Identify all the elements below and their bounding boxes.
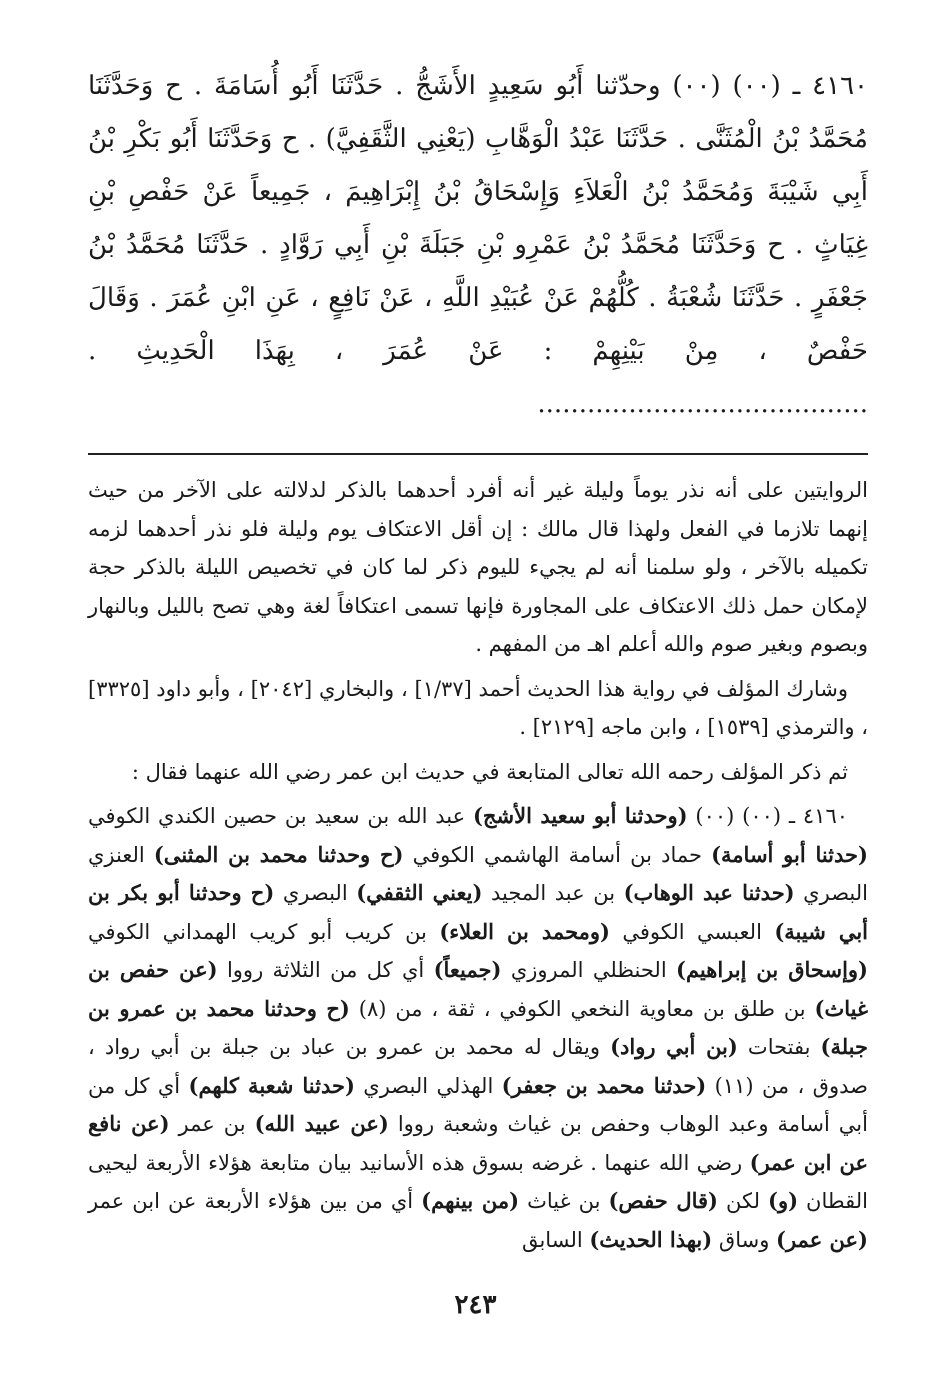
narrator-note: أي كل من أبي أسامة وعبد الوهاب وحفص بن غياث وشعبة رووا: [88, 1073, 868, 1136]
narrator-bold: (وإسحاق بن إبراهيم): [676, 957, 868, 982]
narrator-note: وساق: [718, 1227, 770, 1252]
narrator-bold: (و): [768, 1188, 799, 1213]
narrator-bold: (وحدثنا أبو سعيد الأشج): [473, 803, 688, 828]
narrator-bold: (حدثنا عبد الوهاب): [623, 880, 795, 905]
commentary-paragraph-2: وشارك المؤلف في رواية هذا الحديث أحمد [١/٣٧] ، والبخاري [٢٠٤٢] ، وأبو داود [٣٣٢٥] ، والترمذي [١٥٣٩] ، وابن ماجه [٢١٢٩] .: [88, 676, 868, 739]
narrator-note: بن عبد المجيد: [490, 881, 616, 905]
narrator-note: العبسي الكوفي: [622, 919, 762, 944]
narrator-bold: (عن عبيد الله): [254, 1111, 389, 1136]
narrator-bold: (حدثنا شعبة كلهم): [188, 1072, 355, 1098]
page-body: [88, 60, 868, 1265]
hadith-text: ٤١٦٠ ـ (٠٠) (٠٠) وحدّثنا أَبُو سَعِيدٍ الأَشَجُّ . حَدَّثَنَا أَبُو أُسَامَةَ . ح وَحَدَّثَنَا مُحَمَّدُ بْنُ الْمُثَنَّى . حَدَّثَنَا عَبْدُ الْوَهَّابِ (يَعْنِي الثَّقَفِيَّ) . ح وَحَدَّثَنَا أَبُو بَكْرِ بْنُ أَبِي شَيْبَةَ وَمُحَمَّدُ بْنُ الْعَلاَءِ وَإِسْحَاقُ بْنُ إِبْرَاهِيمَ ، جَمِيعاً عَنْ حَفْصِ بْنِ غِيَاثٍ . ح وَحَدَّثَنَا مُحَمَّدُ بْنُ عَمْرِو بْنِ جَبَلَةَ بْنِ أَبِي رَوَّادٍ . حَدَّثَنَا مُحَمَّدُ بْنُ جَعْفَرٍ . حَدَّثَنَا شُعْبَةُ . كُلُّهُمْ عَنْ عُبَيْدِ اللَّهِ ، عَنْ نَافِعٍ ، عَنِ ابْنِ عُمَرَ . وَقَالَ حَفْصٌ ، مِنْ بَيْنِهِمْ : عَنْ عُمَرَ ، بِهَذَا الْحَدِيثِ .: [88, 71, 869, 366]
narrator-note: رضي الله عنهما . غرضه بسوق هذه الأسانيد بيان متابعة هؤلاء الأربعة ليحيى القطان: [88, 1150, 868, 1213]
narrator-bold: (ح وحدثنا محمد بن المثنى): [153, 841, 404, 867]
narrator-bold: (عن عمر): [776, 1226, 868, 1252]
footnote-divider: [88, 453, 868, 455]
narrator-note: عبد الله بن سعيد بن حصين الكندي الكوفي: [88, 804, 466, 828]
narrator-bold: (حدثنا أبو أسامة): [711, 841, 868, 867]
narrator-bold: (بهذا الحديث): [589, 1226, 713, 1252]
narrator-bold: (عن حفص بن غياث): [88, 957, 868, 1021]
narrator-bold: (ح وحدثنا محمد بن عمرو بن جبلة): [88, 995, 868, 1059]
narrator-bold: (عن نافع عن ابن عمر): [88, 1111, 868, 1175]
commentary-paragraph-1: الروايتين على أنه نذر يوماً وليلة غير أنه أفرد أحدهما بالذكر لدلالته على الآخر من حيث إنهما تلازما في الفعل ولهذا قال مالك : إن أقل الاعتكاف يوم وليلة فلو نذر أحدهما لزمه تكميله بالآخر ، ولو سلمنا أنه لم يجيء لليوم ذكر لما كان في تخصيص الليلة بالذكر حجة لإمكان حمل ذلك الاعتكاف على المجاورة فإنها تسمى اعتكافاً لغة وهي تصح بالليل وبالنهار وبصوم وبغير صوم والله أعلم اهـ من المفهم .: [88, 478, 868, 656]
narrator-note: ويقال له محمد بن عمرو بن عباد بن جبلة بن أبي رواد ، صدوق ، من (١١): [88, 1035, 868, 1098]
narrator-bold: (من بينهم): [421, 1188, 520, 1213]
narrator-note: الحنظلي المروزي: [510, 958, 667, 982]
narrator-note: العنزي البصري: [88, 842, 868, 905]
commentary-section: [88, 471, 868, 1259]
narrator-note: بفتحات: [747, 1035, 811, 1059]
commentary-paragraph-3: ثم ذكر المؤلف رحمه الله تعالى المتابعة في حديث ابن عمر رضي الله عنهما فقال :: [131, 759, 848, 784]
narrator-note: بن طلق بن معاوية النخعي الكوفي ، ثقة ، من (٨): [358, 996, 806, 1021]
commentary-paragraph-4: [88, 797, 868, 1259]
narrator-note: أي كل من الثلاثة رووا: [226, 958, 425, 982]
narrator-bold: (جميعاً): [433, 957, 502, 982]
page-number: ٢٤٣: [454, 1290, 497, 1320]
hadith-text-block: [88, 60, 868, 431]
narrator-bold: (حدثنا محمد بن جعفر): [501, 1072, 707, 1098]
narrator-bold: (ومحمد بن العلاء): [439, 918, 610, 944]
narrator-note: الهذلي البصري: [363, 1073, 494, 1098]
narrator-note: البصري: [282, 881, 348, 905]
narrator-note: حماد بن أسامة الهاشمي الكوفي: [412, 842, 702, 867]
narrator-bold: (يعني الثقفي): [356, 880, 483, 905]
narrator-note: لكن: [726, 1189, 760, 1213]
hadith-number: ٤١٦٠ ـ (٠٠) (٠٠): [695, 804, 849, 828]
narrator-note: بن غياث: [527, 1189, 601, 1213]
narrator-bold: (ح وحدثنا أبو بكر بن أبي شيبة): [88, 880, 869, 944]
narrator-note: بن عمر: [178, 1112, 246, 1136]
narrator-bold: (بن أبي رواد): [610, 1034, 738, 1059]
narrator-note: أي من بين هؤلاء الأربعة عن ابن عمر: [88, 1189, 414, 1213]
narrator-note: بن كريب أبو كريب الهمداني الكوفي: [88, 919, 427, 944]
narrator-note: السابق: [521, 1227, 583, 1252]
hadith-dots: ........................................: [537, 389, 868, 419]
narrator-bold: (قال حفص): [608, 1188, 718, 1213]
